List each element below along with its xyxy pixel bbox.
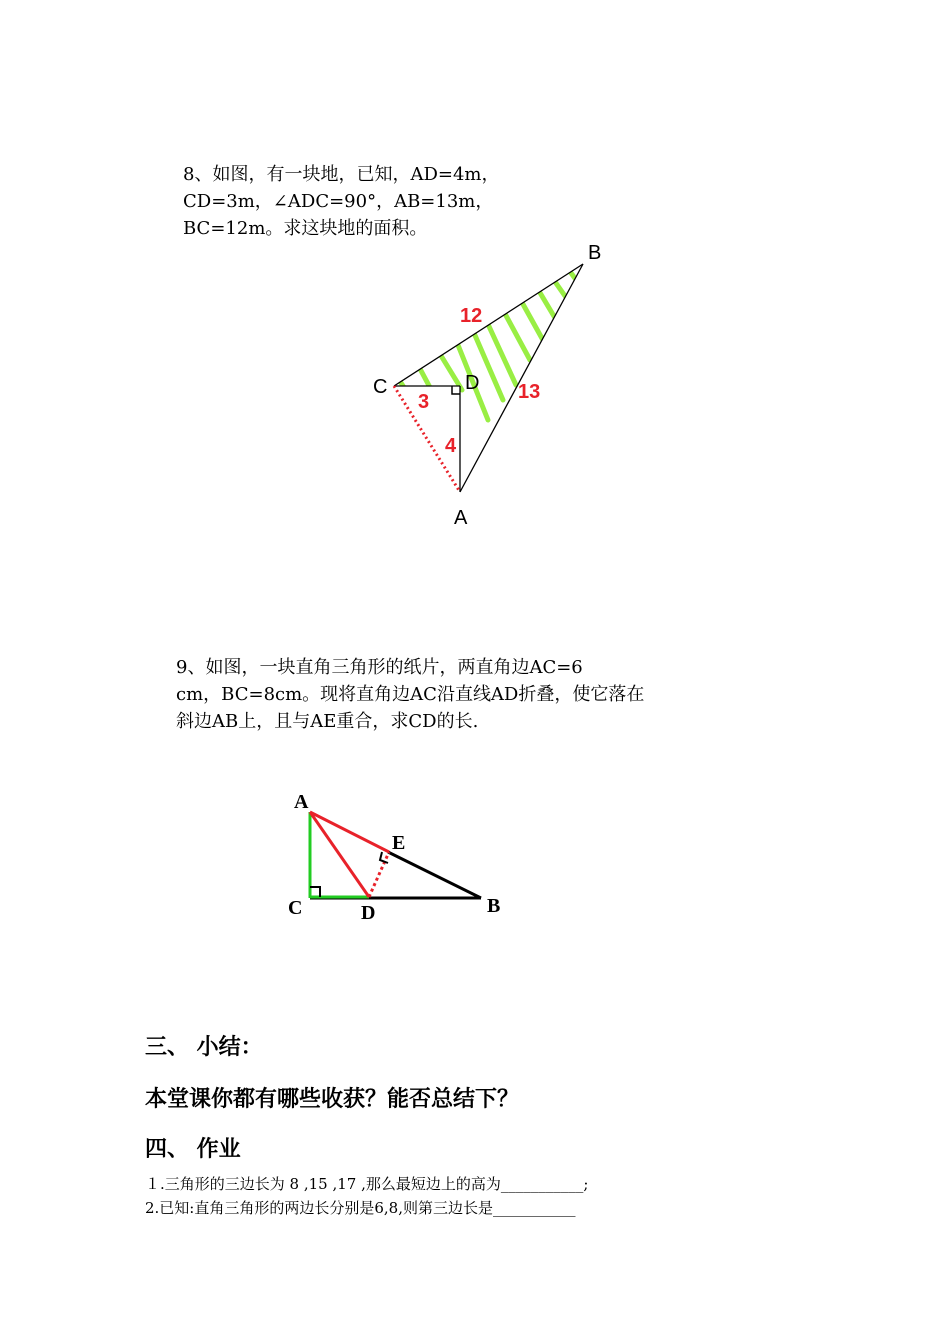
length-label-ad: 4 [445,435,457,457]
problem9-line1: 9、如图，一块直角三角形的纸片，两直角边AC=6 [176,657,583,678]
vertex-label-b-9: B [487,895,501,917]
problem8-line1: 8、如图，有一块地，已知，AD=4m， [183,164,500,185]
problem8-line2: CD=3m，∠ADC=90°，AB=13m， [183,191,494,212]
edge-ae-9 [310,812,389,852]
section3-heading: 三、 小结： [145,1035,263,1060]
section3-prompt: 本堂课你都有哪些收获？能否总结下？ [145,1087,520,1112]
vertex-label-e-9: E [392,832,406,854]
vertex-label-a: A [454,507,468,529]
problem9-line3: 斜边AB上，且与AE重合，求CD的长. [176,711,479,732]
vertex-label-b: B [588,242,602,264]
section4-heading: 四、 作业 [145,1137,241,1162]
problem8-line3: BC=12m。求这块地的面积。 [183,218,428,239]
vertex-label-d-9: D [361,902,376,924]
problem9-line2: cm，BC=8cm。现将直角边AC沿直线AD折叠，使它落在 [176,684,645,705]
vertex-label-d: D [465,372,480,394]
edge-eb-9 [388,852,481,898]
length-label-ab: 13 [518,381,541,403]
edge-ad-9 [310,812,369,897]
homework-item-1: １.三角形的三边长为 8 ,15 ,17 ,那么最短边上的高为___________; [145,1175,589,1193]
length-label-cd: 3 [418,391,430,413]
vertex-label-a-9: A [294,791,309,813]
homework-item-2: 2.已知:直角三角形的两边长分别是6,8,则第三边长是___________ [145,1199,576,1217]
vertex-label-c-9: C [288,897,303,919]
edge-de-dotted-9 [369,852,389,897]
vertex-label-c: C [373,376,388,398]
length-label-bc: 12 [460,305,483,327]
